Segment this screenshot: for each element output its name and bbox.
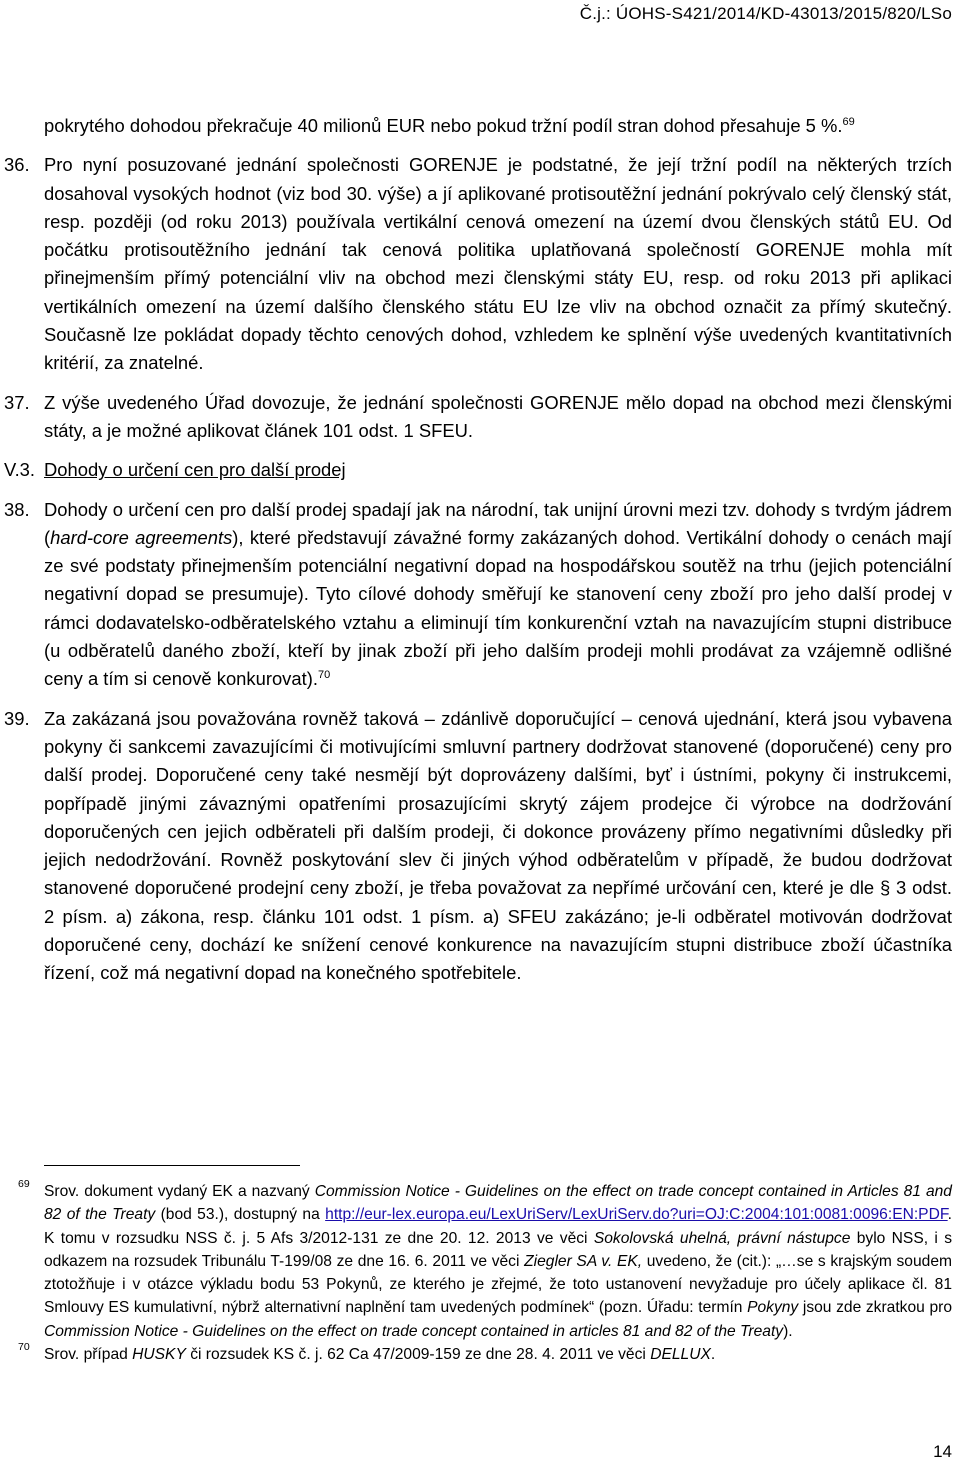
footnote-italic-text: Pokyny: [747, 1299, 799, 1317]
paragraph-39: [4, 705, 952, 988]
footnote-69: [18, 1178, 953, 1343]
section-number: V.3.: [4, 459, 36, 481]
footnote-text: ).: [783, 1322, 793, 1340]
footnote-number: 69: [18, 1178, 30, 1190]
footnote-number: 70: [18, 1341, 30, 1354]
document-body: [4, 112, 952, 988]
footnote-text: či rozsudek KS č. j. 62 Ca 47/2009-159 ze dne 28. 4. 2011 ve věci: [185, 1346, 651, 1364]
footnote-italic-text: Commission Notice - Guidelines on the effect on trade concept contained in Articles 81 and 82 of the Treaty: [44, 1183, 952, 1224]
footnote-italic-text: Commission Notice - Guidelines on the effect on trade concept contained in articles 81 and 82 of the Treaty: [44, 1322, 784, 1340]
footnotes: [18, 1178, 953, 1366]
footnote-ref-70[interactable]: 70: [317, 669, 331, 682]
footnote-text: (bod 53.), dostupný na: [155, 1206, 326, 1224]
paragraph-continuation: [44, 112, 952, 140]
paragraph-38: [4, 496, 952, 694]
paragraph-number: 37.: [4, 391, 30, 413]
paragraph-text: Dohody o určení cen pro další prodej spadají jak na národní, tak unijní úrovni mezi tzv. dohody s tvrdým jádrem (: [44, 498, 952, 548]
footnote-italic-text: DELLUX: [650, 1346, 711, 1364]
paragraph-italic-text: hard-core agreements: [50, 526, 233, 548]
footnote-text: Srov. případ: [44, 1346, 133, 1364]
footnote-ref-69[interactable]: 69: [842, 115, 855, 128]
paragraph-text: Z výše uvedeného Úřad dovozuje, že jednání společnosti GORENJE mělo dopad na obchod mezi členskými státy, a je možné aplikovat článek 101 odst. 1 SFEU.: [44, 391, 952, 441]
footnote-70: [18, 1341, 952, 1366]
footnote-text: jsou zde zkratkou pro: [798, 1299, 952, 1317]
footnote-italic-text: Sokolovská uhelná, právní nástupce: [593, 1229, 851, 1247]
footnote-separator: [44, 1165, 300, 1166]
paragraph-number: 39.: [4, 707, 30, 729]
section-heading: [4, 456, 952, 484]
paragraph-text: Za zakázaná jsou považována rovněž taková – zdánlivě doporučující – cenová ujednání, která jsou vybavena pokyny či sankcemi zavazujícími či motivujícími smluvní partnery dodržovat stanovené (doporučené) ceny pro další prodej. Doporučené ceny také nesmějí být doprovázeny dalšími, byť i ústními, pokyny či instrukcemi, popřípadě jinými závaznými opatřeními prosazujícími skrytý zájem prodejce či výrobce na dodržování doporučených cen jejich odběrateli při dalším prodeji, či dokonce provázeny přímo negativními důsledky při jejich nedodržování. Rovněž poskytování slev či jiných výhod odběratelům v případě, že budou dodržovat stanovené doporučené prodejní ceny zboží, je třeba považovat za nepřímé určování cen, které je dle § 3 odst. 2 písm. a) zákona, resp. článku 101 odst. 1 písm. a) SFEU zakázáno; je-li odběratel motivován dodržovat doporučené ceny, dochází ke snížení cenové konkurence na navazujícím stupni distribuce zboží účastníka řízení, což má negativní dopad na konečného spotřebitele.: [44, 707, 952, 984]
paragraph-text: Pro nyní posuzované jednání společnosti GORENJE je podstatné, že její tržní podíl na některých trzích dosahoval vysokých hodnot (viz bod 30. výše) a jí aplikované protisoutěžní jednání pokrývalo celý členský stát, resp. později (od roku 2013) používala vertikální cenová omezení na území dvou členských států EU. Od počátku protisoutěžního jednání tak cenová politika uplatňovaná společností GORENJE mohla mít přinejmenším přímý potenciální vliv na obchod mezi členskými státy EU, resp. od roku 2013 při aplikaci vertikálních omezení na území dalšího členského státu EU lze vliv na obchod označit za přímý skutečný. Současně lze pokládat dopady těchto cenových dohod, vzhledem ke splnění výše uvedených kvantitativních kritérií, za znatelné.: [44, 154, 952, 374]
document-reference: Č.j.: ÚOHS-S421/2014/KD-43013/2015/820/LSo: [579, 4, 952, 23]
section-title: Dohody o určení cen pro další prodej: [44, 459, 346, 481]
paragraph-number: 38.: [4, 498, 30, 520]
footnote-italic-text: HUSKY: [132, 1346, 186, 1364]
paragraph-text: pokrytého dohodou překračuje 40 milionů EUR nebo pokud tržní podíl stran dohod přesahuje 5 %.: [44, 115, 843, 136]
paragraph-37: [4, 389, 952, 446]
paragraph-text: ), které představují závažné formy zakázaných dohod. Vertikální dohody o cenách mají ze své podstaty přinejmenším potenciální negativní dopad na hospodářskou soutěž na trhu (jejich potenciální negativní dopad se presumuje). Tyto cílové dohody směřují ke stanovení ceny zboží pro jeho další prodej v rámci dodavatelsko-odběratelského vztahu a eliminují tím konkurenční vztah na navazujícím stupni distribuce (u odběratelů daného zboží, kteří by jinak zboží při jeho dalším prodeji mohli prodávat za vzájemně odlišné ceny a tím si cenově konkurovat).: [44, 526, 952, 690]
footnote-text: .: [710, 1346, 716, 1364]
footnote-italic-text: Ziegler SA v. EK,: [524, 1252, 643, 1270]
footnote-text: . K tomu v rozsudku NSS č. j. 5 Afs 3/2012-131 ze dne 20. 12. 2013 ve věci: [44, 1206, 952, 1247]
paragraph-36: [4, 151, 952, 377]
eur-lex-link[interactable]: http://eur-lex.europa.eu/LexUriServ/LexUriServ.do?uri=OJ:C:2004:101:0081:0096:EN:PDF: [325, 1206, 948, 1224]
paragraph-number: 36.: [4, 154, 30, 176]
footnote-text: uvedeno, že (cit.): „…se s krajským soudem ztotožňuje i v otázce výkladu bodu 53 Pokynů, ze kterého je zřejmé, že toto ustanovení nevyžaduje pro účely aplikace čl. 81 Smlouvy ES kumulativní, nýbrž alternativní naplnění tam uvedených podmínek“ (pozn. Úřadu: termín: [44, 1252, 952, 1317]
footnote-text: bylo NSS, i s odkazem na rozsudek Tribunálu T-199/08 ze dne 16. 6. 2011 ve věci: [44, 1229, 953, 1270]
page-number: 14: [933, 1442, 952, 1461]
footnote-text: Srov. dokument vydaný EK a nazvaný: [44, 1183, 315, 1200]
